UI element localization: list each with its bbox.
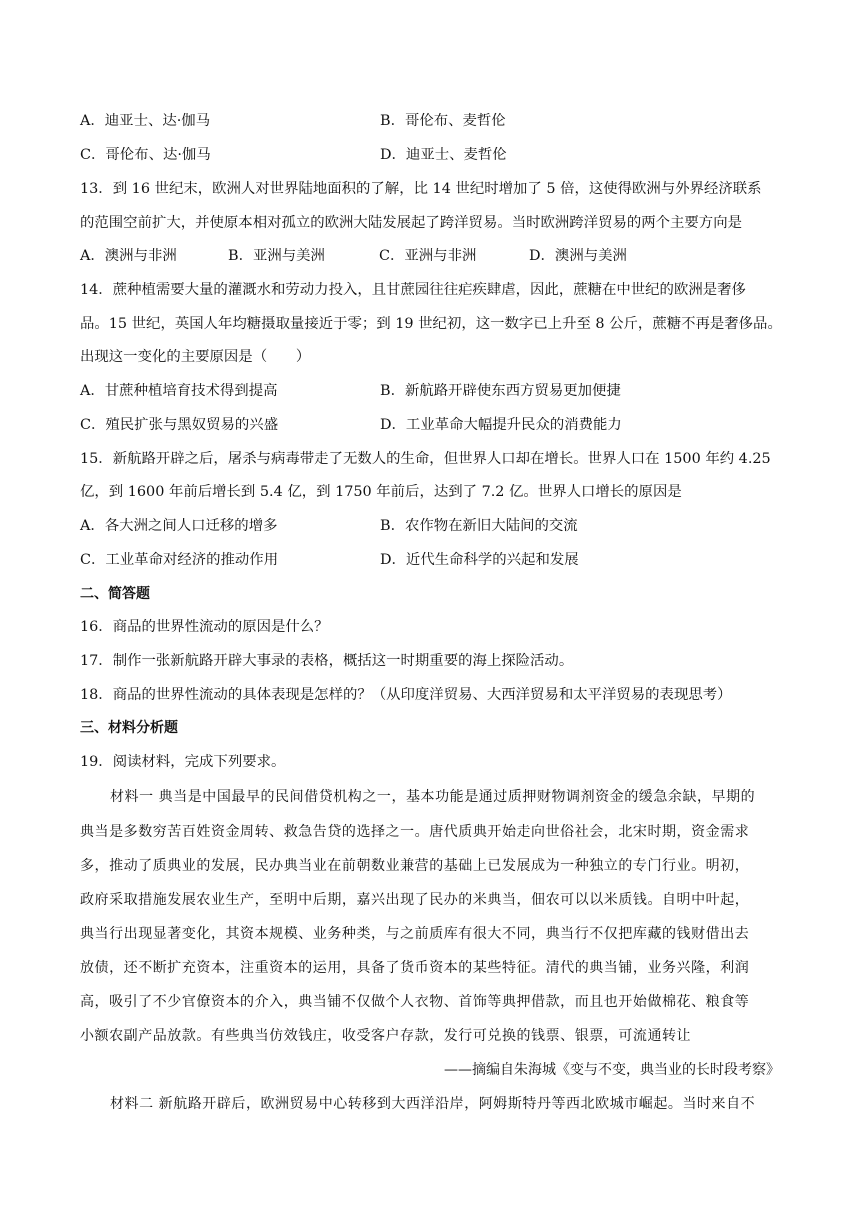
q17-text: 17．制作一张新航路开辟大事录的表格，概括这一时期重要的海上探险活动。 xyxy=(80,653,574,669)
section-heading-material-analysis: 三、材料分析题 xyxy=(80,720,178,736)
material1-line: 典当是多数穷苦百姓资金周转、救急告贷的选择之一。唐代质典开始走向世俗社会，北宋时期，资金需求 xyxy=(80,824,750,840)
q14-stem-line1: 14．蔗种植需要大量的灌溉水和劳动力投入，且甘蔗园往往疟疾肆虐，因此，蔗糖在中世纪的欧洲是奢侈 xyxy=(80,282,746,298)
q12-option-a: A．迪亚士、达·伽马 xyxy=(80,113,211,129)
q12-option-b: B．哥伦布、麦哲伦 xyxy=(380,113,506,129)
q13-option-b: B．亚洲与美洲 xyxy=(228,248,325,264)
q13-option-d: D．澳洲与美洲 xyxy=(529,248,627,264)
material1-source: ——摘编自朱海城《变与不变，典当业的长时段考察》 xyxy=(444,1062,780,1078)
material1-line: 放债，还不断扩充资本，注重资本的运用，具备了货币资本的某些特征。清代的典当铺，业务兴隆，利润 xyxy=(80,960,750,976)
material2-line: 材料二 新航路开辟后，欧洲贸易中心转移到大西洋沿岸，阿姆斯特丹等西北欧城市崛起。当时来自不 xyxy=(110,1096,756,1112)
q14-option-c: C．殖民扩张与黑奴贸易的兴盛 xyxy=(80,417,279,433)
q14-stem-line3: 出现这一变化的主要原因是（ ） xyxy=(80,349,311,365)
q14-stem-line2: 品。15 世纪，英国人年均糖摄取量接近于零；到 19 世纪初，这一数字已上升至 8 公斤，蔗糖不再是奢侈品。 xyxy=(80,316,782,332)
q15-option-c: C．工业革命对经济的推动作用 xyxy=(80,552,279,568)
q16-text: 16．商品的世界性流动的原因是什么？ xyxy=(80,619,329,635)
q12-option-c: C．哥伦布、达·伽马 xyxy=(80,147,211,163)
material1-line: 政府采取措施发展农业生产，至明中后期，嘉兴出现了民办的米典当，佃农可以以米质钱。自明中叶起， xyxy=(80,892,750,908)
q14-option-a: A．甘蔗种植培育技术得到提高 xyxy=(80,383,278,399)
q13-option-a: A．澳洲与非洲 xyxy=(80,248,177,264)
q13-stem-line2: 的范围空前扩大，并使原本相对孤立的欧洲大陆发展起了跨洋贸易。当时欧洲跨洋贸易的两个主要方向是 xyxy=(80,215,742,231)
q15-option-d: D．近代生命科学的兴起和发展 xyxy=(380,552,579,568)
material1-line: 材料一 典当是中国最早的民间借贷机构之一，基本功能是通过质押财物调剂资金的缓急余缺，早期的 xyxy=(110,789,756,805)
material1-line: 高，吸引了不少官僚资本的介入，典当铺不仅做个人衣物、首饰等典押借款，而且也开始做棉花、粮食等 xyxy=(80,994,750,1010)
q15-option-b: B．农作物在新旧大陆间的交流 xyxy=(380,518,578,534)
material1-line: 小额农副产品放款。有些典当仿效钱庄，收受客户存款，发行可兑换的钱票、银票，可流通转让 xyxy=(80,1028,692,1044)
material1-line: 多，推动了质典业的发展，民办典当业在前朝数业兼营的基础上已发展成为一种独立的专门行业。明初， xyxy=(80,858,750,874)
q13-option-c: C．亚洲与非洲 xyxy=(379,248,477,264)
q15-stem-line2: 亿，到 1600 年前后增长到 5.4 亿，到 1750 年前后，达到了 7.2 亿。世界人口增长的原因是 xyxy=(80,484,682,500)
q15-stem-line1: 15．新航路开辟之后，屠杀与病毒带走了无数人的生命，但世界人口却在增长。世界人口在 1500 年约 4.25 xyxy=(80,451,771,467)
q13-stem-line1: 13．到 16 世纪末，欧洲人对世界陆地面积的了解，比 14 世纪时增加了 5 倍，这使得欧洲与外界经济联系 xyxy=(80,181,762,197)
q14-option-d: D．工业革命大幅提升民众的消费能力 xyxy=(380,417,622,433)
q18-text: 18．商品的世界性流动的具体表现是怎样的？（从印度洋贸易、大西洋贸易和太平洋贸易的表现思考） xyxy=(80,687,732,703)
q19-text: 19．阅读材料，完成下列要求。 xyxy=(80,754,286,770)
q14-option-b: B．新航路开辟使东西方贸易更加便捷 xyxy=(380,383,621,399)
q15-option-a: A．各大洲之间人口迁移的增多 xyxy=(80,518,278,534)
section-heading-short-answer: 二、简答题 xyxy=(80,586,150,602)
q12-option-d: D．迪亚士、麦哲伦 xyxy=(380,147,507,163)
material1-line: 典当行出现显著变化，其资本规模、业务种类，与之前质库有很大不同，典当行不仅把库藏的钱财借出去 xyxy=(80,926,750,942)
